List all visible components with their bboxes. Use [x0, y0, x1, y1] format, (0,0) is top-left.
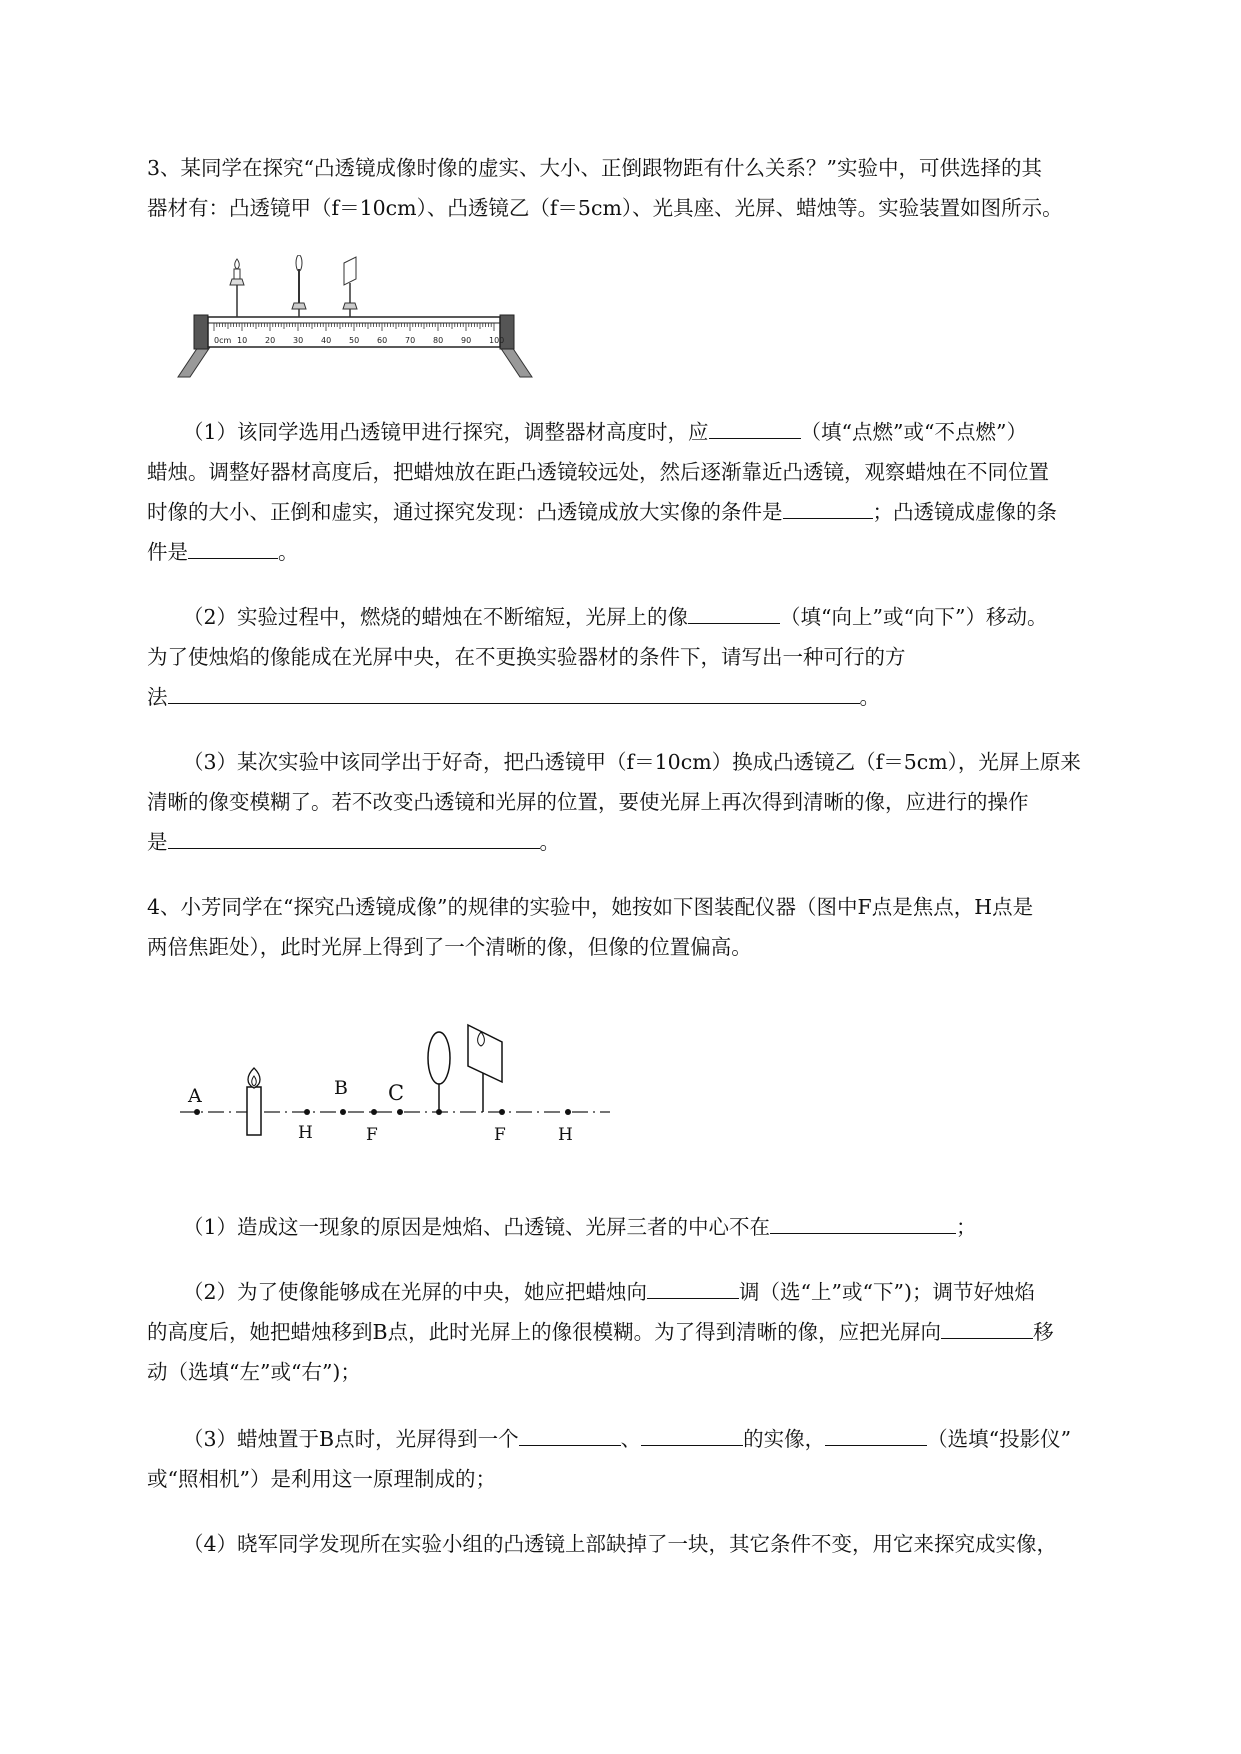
point-h-right: [565, 1109, 571, 1115]
point-h-left: [304, 1109, 310, 1115]
ruler-tick-label: 50: [349, 336, 360, 345]
q3-part1-blank-1[interactable]: [709, 420, 801, 439]
point-a: [194, 1109, 200, 1115]
lens-axis-figure: [170, 1020, 620, 1150]
q3-part2-text-b: （填“向上”或“向下”）移动。: [780, 605, 1048, 629]
q3-part1-line-4: [147, 540, 299, 564]
q3-part1-text-b: （填“点燃”或“不点燃”）: [800, 420, 1027, 444]
q3-part3-text-b: 。: [539, 830, 560, 854]
q4-part2-blank-2[interactable]: [941, 1320, 1033, 1339]
q3-part1-text-f: 。: [278, 540, 299, 564]
light-screen-icon: [468, 1025, 502, 1112]
q3-part2-line-2: 为了使烛焰的像能成在光屏中央，在不更换实验器材的条件下，请写出一种可行的方: [147, 645, 906, 669]
label-c: C: [388, 1081, 405, 1105]
q4-part3-blank-1[interactable]: [519, 1427, 621, 1446]
bench-right-leg: [500, 347, 532, 377]
point-f-right: [499, 1109, 505, 1115]
ruler-tick-label: 30: [293, 336, 304, 345]
q3-part2-line-3: [147, 685, 880, 709]
q3-part2-text-c: 法: [147, 685, 168, 709]
q3-part2-blank-1[interactable]: [688, 605, 780, 624]
q3-part2-blank-2[interactable]: [168, 685, 860, 704]
label-h-left: H: [298, 1123, 313, 1143]
q3-part1-text-a: （1）该同学选用凸透镜甲进行探究，调整器材高度时，应: [183, 420, 709, 444]
ruler-tick-label: 20: [265, 336, 276, 345]
label-b: B: [334, 1077, 348, 1099]
bench-left-leg: [178, 347, 210, 377]
light-screen-icon: [343, 257, 357, 317]
q4-part2-line-3: 动（选填“左”或“右”)；: [147, 1360, 361, 1384]
candle-icon: [247, 1068, 261, 1135]
q3-stem-line-2: 器材有：凸透镜甲（f＝10cm）、凸透镜乙（f＝5cm）、光具座、光屏、蜡烛等。实验装置如图所示。: [147, 196, 1063, 220]
label-f-left: F: [366, 1125, 378, 1145]
q3-part1-line-3: [147, 500, 1057, 524]
q4-part2-text-a: （2）为了使像能够成在光屏的中央，她应把蜡烛向: [183, 1280, 648, 1304]
q4-part3-line-2: 或“照相机”）是利用这一原理制成的；: [147, 1467, 496, 1491]
q3-part3-line-1: （3）某次实验中该同学出于好奇，把凸透镜甲（f＝10cm）换成凸透镜乙（f＝5cm），光屏上原来: [183, 750, 1081, 774]
q3-part3-line-2: 清晰的像变模糊了。若不改变凸透镜和光屏的位置，要使光屏上再次得到清晰的像，应进行的操作: [147, 790, 1029, 814]
optical-bench-figure: [170, 255, 550, 380]
ruler-tick-label: 90: [461, 336, 472, 345]
q4-part1-line: [183, 1215, 977, 1239]
q4-part3-blank-3[interactable]: [825, 1427, 927, 1446]
q4-part2-text-c: 的高度后，她把蜡烛移到B点，此时光屏上的像很模糊。为了得到清晰的像，应把光屏向: [147, 1320, 942, 1344]
q3-part3-blank-1[interactable]: [168, 830, 540, 849]
ruler-tick-label: 10: [237, 336, 248, 345]
q3-part1-text-d: ；凸透镜成虚像的条: [872, 500, 1057, 524]
q4-part3-line-1: [183, 1427, 1071, 1451]
q3-part2-text-a: （2）实验过程中，燃烧的蜡烛在不断缩短，光屏上的像: [183, 605, 689, 629]
q4-part3-text-a: （3）蜡烛置于B点时，光屏得到一个: [183, 1427, 519, 1451]
q3-part1-blank-2[interactable]: [783, 500, 873, 519]
q4-part2-text-d: 移: [1033, 1320, 1054, 1344]
lens-icon: [292, 255, 306, 317]
q3-part2-text-d: 。: [859, 685, 880, 709]
q3-part1-text-c: 时像的大小、正倒和虚实，通过探究发现：凸透镜成放大实像的条件是: [147, 500, 783, 524]
q3-stem-line-1: 3、某同学在探究“凸透镜成像时像的虚实、大小、正倒跟物距有什么关系？”实验中，可供选择的其: [147, 156, 1043, 180]
q4-stem-line-1: 4、小芳同学在“探究凸透镜成像”的规律的实验中，她按如下图装配仪器（图中F点是焦点，H点是: [147, 895, 1034, 919]
ruler-unit-label: 0cm: [214, 336, 232, 345]
ruler-tick-label: 60: [377, 336, 388, 345]
q4-part2-line-1: [183, 1280, 1035, 1304]
q3-part3-text-a: 是: [147, 830, 168, 854]
label-a: A: [188, 1085, 202, 1107]
ruler-tick-label: 70: [405, 336, 416, 345]
point-f-left: [371, 1109, 377, 1115]
q3-part1-line-1: [183, 420, 1027, 444]
candle-icon: [230, 259, 244, 317]
point-c: [397, 1109, 403, 1115]
q3-part1-text-e: 件是: [147, 540, 188, 564]
q4-part1-text-a: （1）造成这一现象的原因是烛焰、凸透镜、光屏三者的中心不在: [183, 1215, 771, 1239]
bench-left-end: [194, 315, 208, 349]
q4-part2-blank-1[interactable]: [647, 1280, 739, 1299]
ruler-tick-label: 40: [321, 336, 332, 345]
label-f-right: F: [494, 1125, 506, 1145]
q4-part3-text-b: 、: [620, 1427, 642, 1451]
q4-stem-line-2: 两倍焦距处），此时光屏上得到了一个清晰的像，但像的位置偏高。: [147, 935, 752, 959]
q3-part1-line-2: 蜡烛。调整好器材高度后，把蜡烛放在距凸透镜较远处，然后逐渐靠近凸透镜，观察蜡烛在不同位置: [147, 460, 1049, 484]
q4-part3-text-c: 的实像，: [743, 1427, 826, 1451]
q4-part1-text-b: ；: [956, 1215, 977, 1239]
q4-part4-line-1: （4）晓军同学发现所在实验小组的凸透镜上部缺掉了一块，其它条件不变，用它来探究成实像，: [183, 1532, 1058, 1556]
convex-lens-icon: [428, 1032, 450, 1112]
ruler-tick-label: 80: [433, 336, 444, 345]
q3-part1-blank-3[interactable]: [188, 540, 278, 559]
label-h-right: H: [558, 1125, 573, 1145]
q4-part1-blank[interactable]: [770, 1215, 956, 1234]
q4-part2-text-b: 调（选“上”或“下”)；调节好烛焰: [739, 1280, 1035, 1304]
q3-part3-line-3: [147, 830, 560, 854]
point-b: [340, 1109, 346, 1115]
ruler-tick-label: 100: [489, 336, 505, 345]
q4-part3-text-d: （选填“投影仪”: [927, 1427, 1072, 1451]
q4-part3-blank-2[interactable]: [641, 1427, 743, 1446]
q4-part2-line-2: [147, 1320, 1054, 1344]
q3-part2-line-1: [183, 605, 1047, 629]
